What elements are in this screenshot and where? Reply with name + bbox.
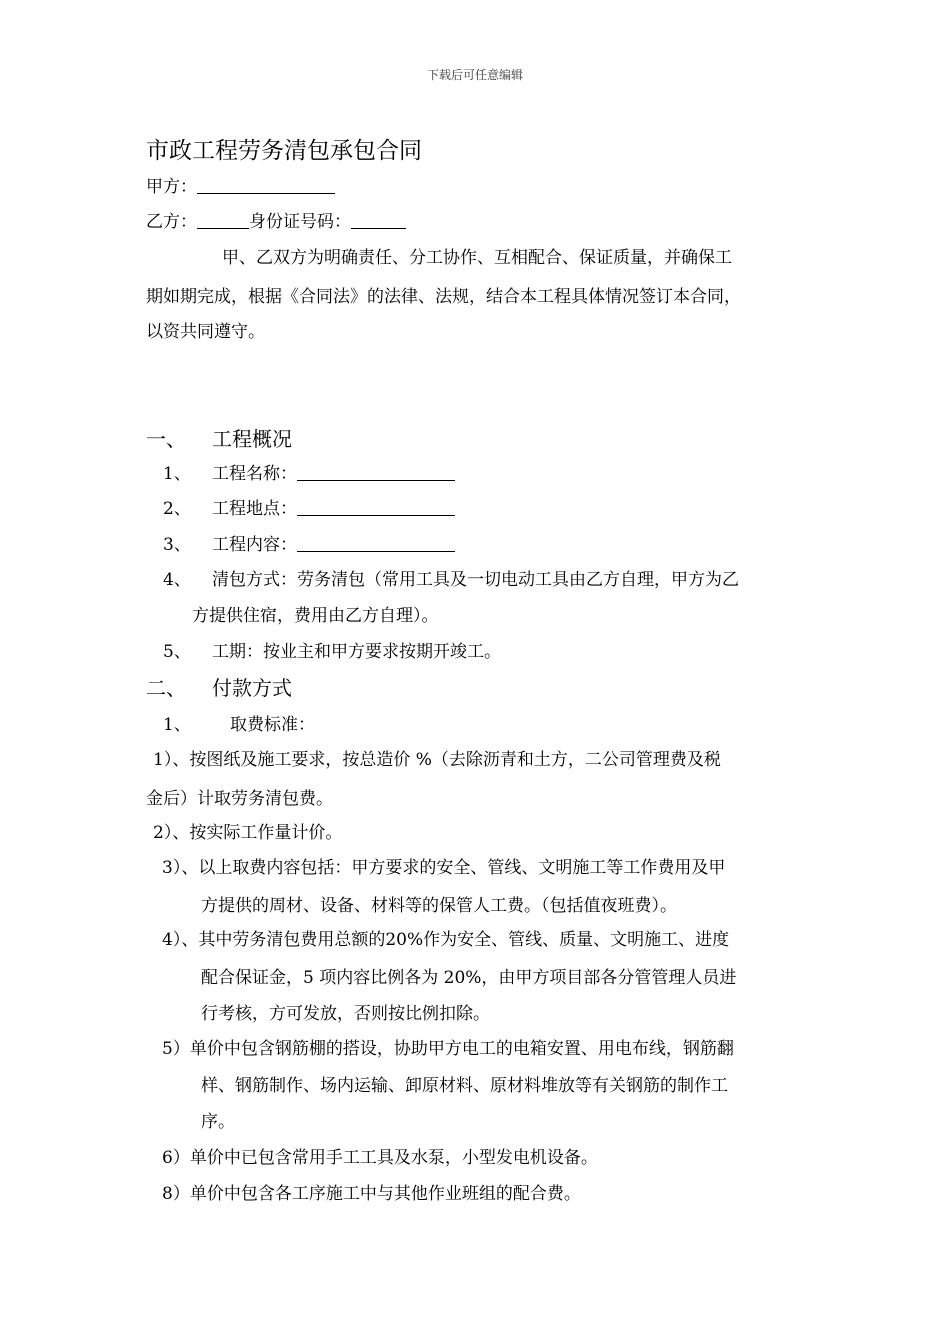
- clause-4-line-1: 4）、其中劳务清包费用总额的20%作为安全、管线、质量、文明施工、进度: [162, 930, 730, 950]
- section-1-item-2: [163, 498, 455, 520]
- item-number: 4、: [163, 570, 191, 590]
- section-1-item-4-cont: 方提供住宿，费用由乙方自理）。: [192, 606, 439, 626]
- clause-5-line-3: 序。: [201, 1112, 235, 1132]
- section-1-item-3: [163, 534, 455, 556]
- project-location-blank: [297, 498, 455, 516]
- intro-line-2: 期如期完成，根据《合同法》的法律、法规，结合本工程具体情况签订本合同，: [146, 287, 741, 307]
- clause-5-line-1: 5）单价中包含钢筋棚的搭设，协助甲方电工的电箱安置、用电布线，钢筋翻: [162, 1039, 734, 1059]
- item-number: 1、: [163, 464, 191, 484]
- clause-1-line-2: 金后）计取劳务清包费。: [146, 789, 333, 809]
- clause-3-line-2: 方提供的周材、设备、材料等的保管人工费。（包括值夜班费）。: [201, 896, 677, 916]
- clause-5-line-2: 样、钢筋制作、场内运输、卸原材料、原材料堆放等有关钢筋的制作工: [201, 1076, 728, 1096]
- party-a-blank: [197, 176, 335, 194]
- section-1-item-4: [163, 569, 739, 591]
- project-name-blank: [297, 463, 455, 481]
- item-text: 工程名称：: [212, 464, 297, 484]
- item-text: 工程内容：: [212, 535, 297, 555]
- item-number: 1、: [163, 715, 191, 735]
- section-1-title: 工程概况: [212, 427, 292, 451]
- clause-8: 8）单价中包含各工序施工中与其他作业班组的配合费。: [162, 1184, 581, 1204]
- page-header-note: 下载后可任意编辑: [426, 68, 523, 82]
- id-number-label: 身份证号码：: [249, 212, 351, 232]
- item-text: 工期：按业主和甲方要求按期开竣工。: [212, 642, 501, 662]
- id-number-blank: [351, 211, 406, 229]
- item-number: 3、: [163, 535, 191, 555]
- clause-3-line-1: 3）、以上取费内容包括：甲方要求的安全、管线、文明施工等工作费用及甲: [162, 858, 726, 878]
- project-content-blank: [297, 534, 455, 552]
- party-b-blank: [197, 211, 249, 229]
- party-a-line: [146, 176, 335, 198]
- item-number: 2、: [163, 499, 191, 519]
- item-text: 工程地点：: [212, 499, 297, 519]
- contract-title: 市政工程劳务清包承包合同: [146, 138, 422, 164]
- section-1-heading: [146, 426, 292, 452]
- item-number: 5、: [163, 642, 191, 662]
- fee-standard-line: [163, 714, 315, 736]
- section-1-number: 一、: [146, 427, 186, 451]
- item-text: 取费标准：: [230, 715, 315, 735]
- section-2-number: 二、: [146, 676, 186, 700]
- clause-6: 6）单价中已包含常用手工工具及水泵，小型发电机设备。: [162, 1148, 598, 1168]
- clause-4-line-2: 配合保证金，5 项内容比例各为 20%，由甲方项目部各分管管理人员进: [201, 968, 737, 988]
- intro-line-1: 甲、乙双方为明确责任、分工协作、互相配合、保证质量，并确保工: [222, 248, 732, 268]
- clause-2: 2）、按实际工作量计价。: [153, 823, 343, 843]
- clause-1-line-1: 1）、按图纸及施工要求，按总造价 %（去除沥青和土方，二公司管理费及税: [153, 750, 721, 770]
- section-1-item-1: [163, 463, 455, 485]
- item-text: 清包方式：劳务清包（常用工具及一切电动工具由乙方自理，甲方为乙: [212, 570, 739, 590]
- clause-4-line-3: 行考核，方可发放，否则按比例扣除。: [201, 1004, 490, 1024]
- section-2-heading: [146, 675, 292, 701]
- section-2-title: 付款方式: [212, 676, 292, 700]
- intro-line-3: 以资共同遵守。: [146, 322, 265, 342]
- party-b-label: 乙方：: [146, 212, 197, 232]
- section-1-item-5: [163, 641, 501, 663]
- party-a-label: 甲方：: [146, 177, 197, 197]
- party-b-line: [146, 211, 406, 233]
